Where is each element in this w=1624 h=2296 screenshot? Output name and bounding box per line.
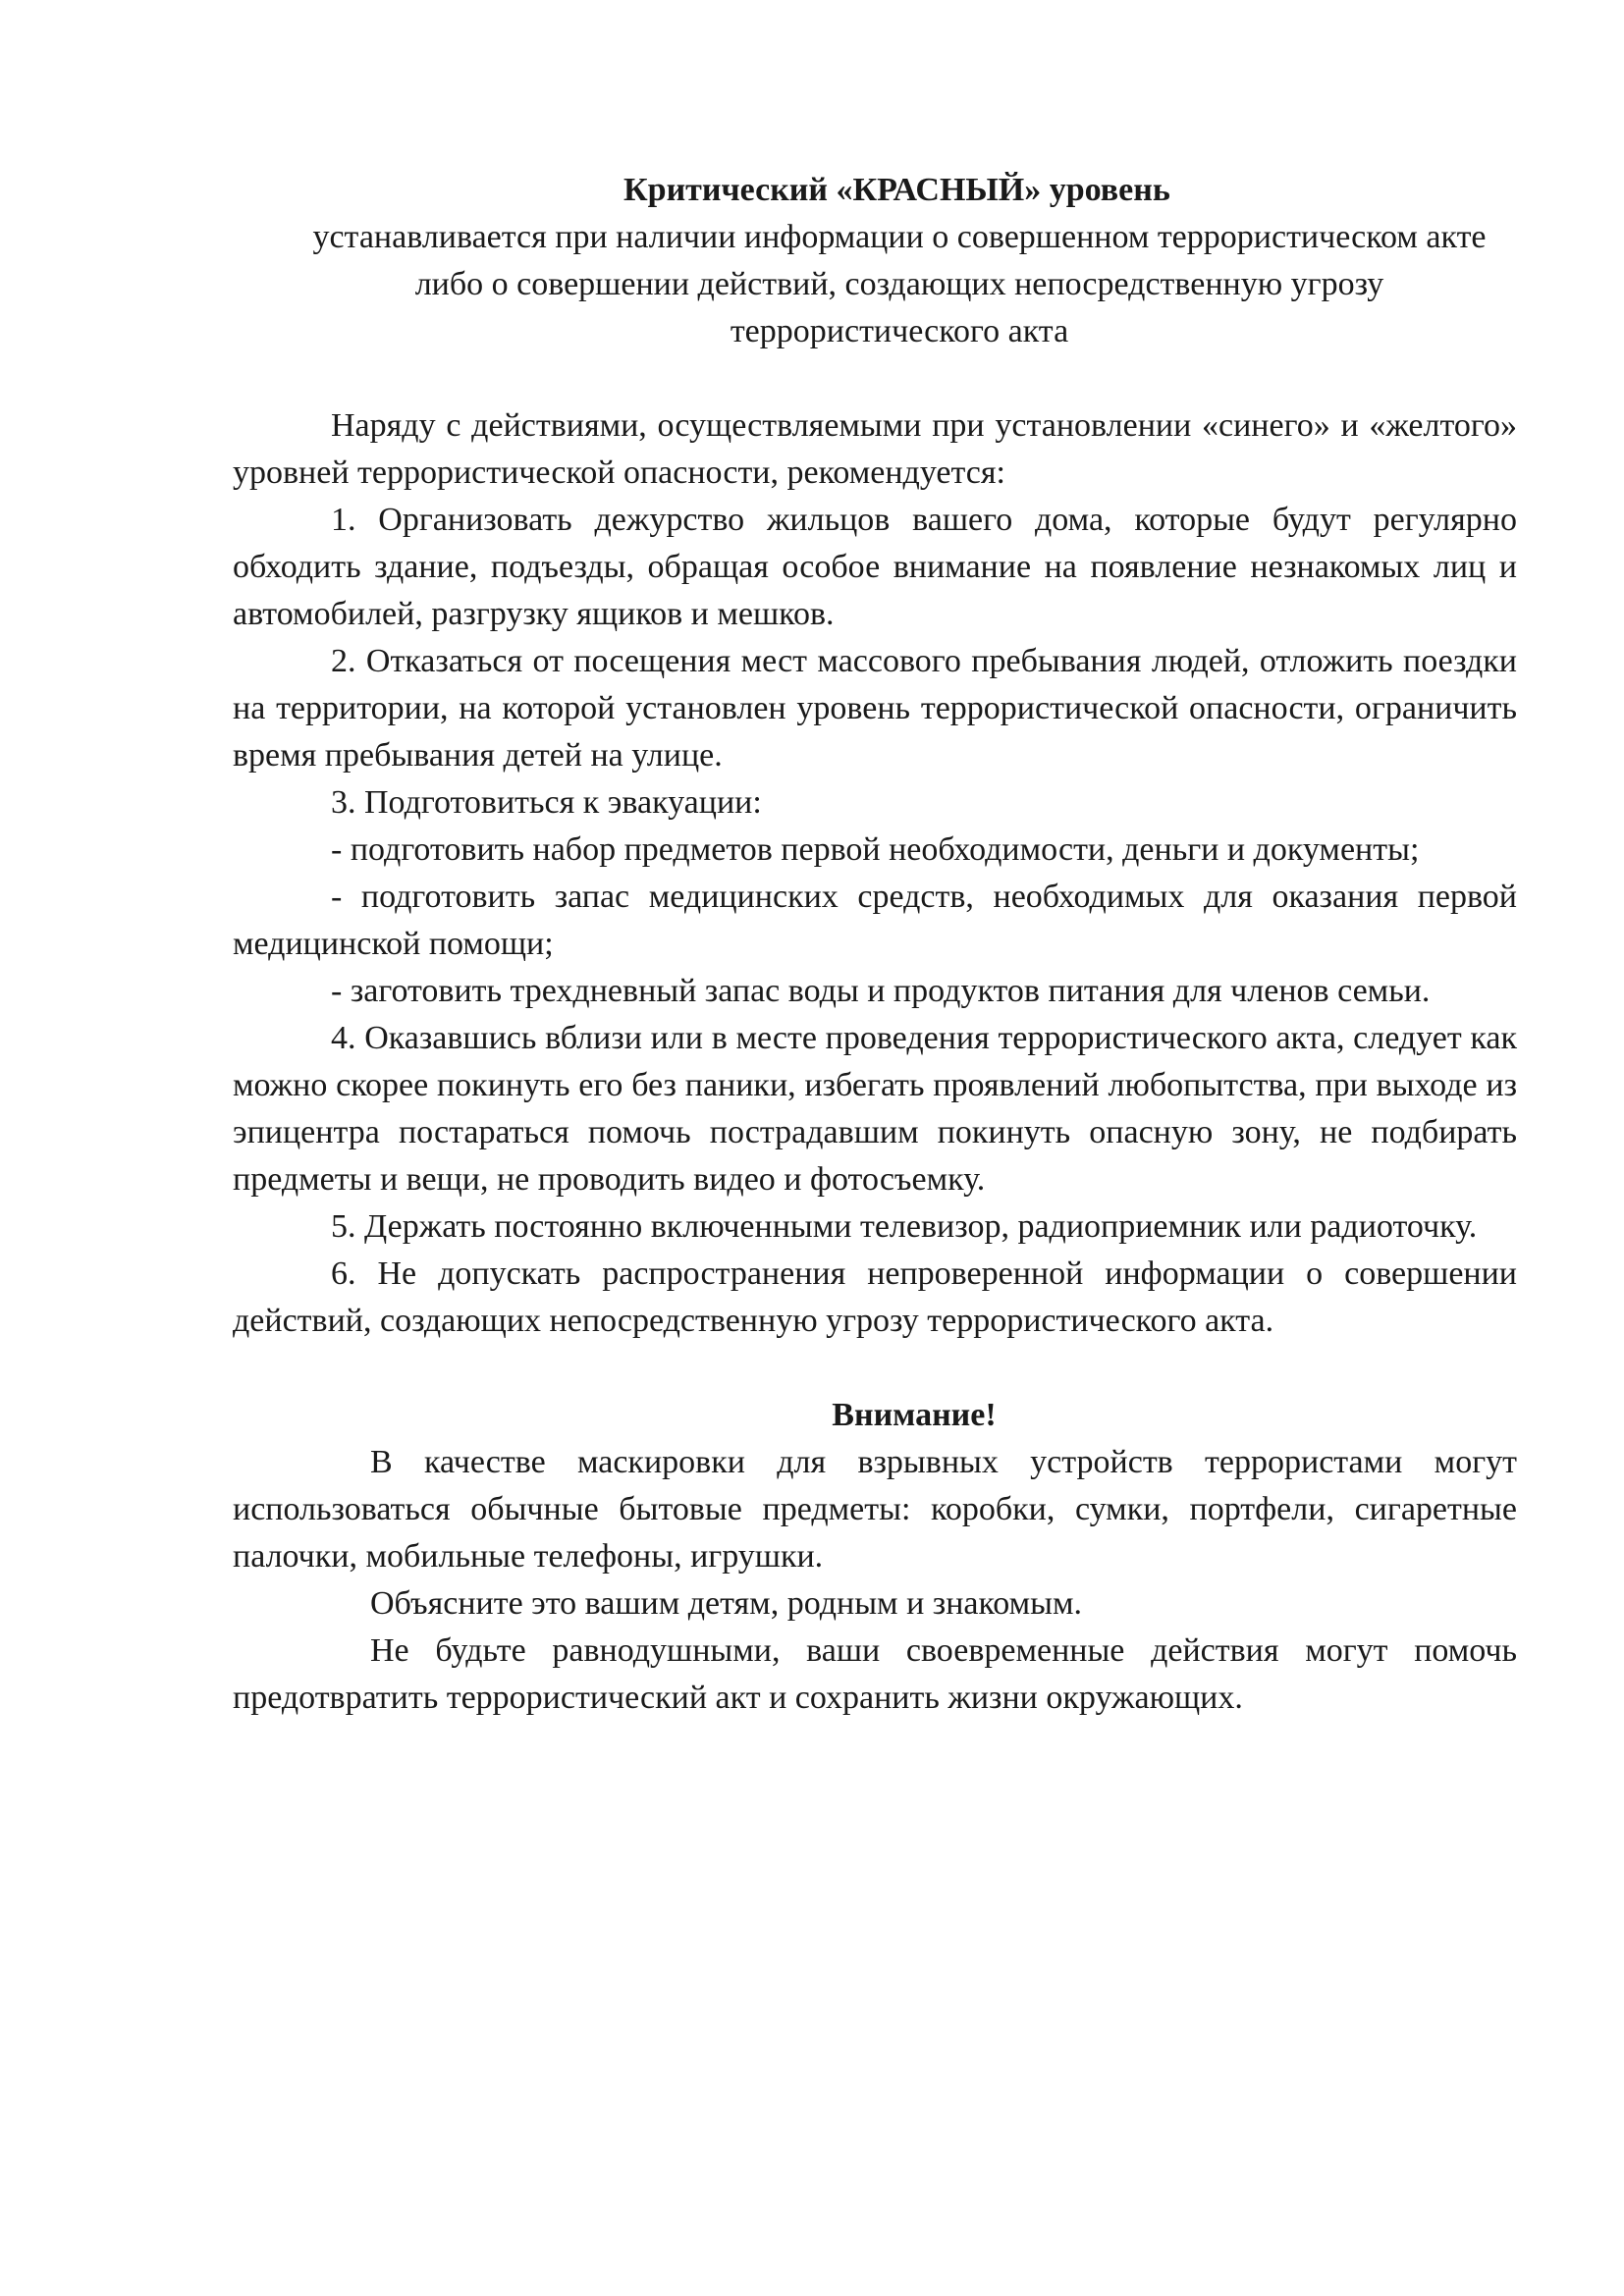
- attention-paragraph-1: В качестве маскировки для взрывных устройств террористами могут использоваться обычные бытовые предметы: коробки, сумки, портфели, сигаретные палочки, мобильные телефоны, игрушки.: [233, 1444, 1517, 1575]
- list-item-5: 5. Держать постоянно включенными телевизор, радиоприемник или радиоточку.: [331, 1208, 1478, 1245]
- list-subitem-water-food: - заготовить трехдневный запас воды и продуктов питания для членов семьи.: [331, 973, 1431, 1009]
- intro-paragraph: Наряду с действиями, осуществляемыми при установлении «синего» и «желтого» уровней террористической опасности, рекомендуется:: [233, 407, 1517, 491]
- list-item-2: 2. Отказаться от посещения мест массового пребывания людей, отложить поездки на территории, на которой установлен уровень террористической опасности, ограничить время пребывания детей на улице.: [233, 643, 1517, 774]
- document-body: [233, 167, 1517, 1722]
- page-subtitle: устанавливается при наличии информации о совершенном террористическом акте либо о совершении действий, создающих непосредственную угрозу террористического акта: [312, 219, 1487, 349]
- list-item-1: 1. Организовать дежурство жильцов вашего дома, которые будут регулярно обходить здание, подъезды, обращая особое внимание на появление незнакомых лиц и автомобилей, разгрузку ящиков и мешков.: [233, 502, 1517, 632]
- attention-heading: Внимание!: [832, 1397, 997, 1433]
- attention-paragraph-3: Не будьте равнодушными, ваши своевременные действия могут помочь предотвратить террористический акт и сохранить жизни окружающих.: [233, 1632, 1517, 1716]
- spacer: [233, 1345, 1517, 1392]
- list-subitem-essentials: - подготовить набор предметов первой необходимости, деньги и документы;: [331, 831, 1420, 868]
- spacer: [233, 355, 1517, 402]
- list-subitem-medical: - подготовить запас медицинских средств, необходимых для оказания первой медицинской помощи;: [233, 879, 1517, 962]
- attention-paragraph-2: Объясните это вашим детям, родным и знакомым.: [370, 1585, 1083, 1622]
- list-item-4: 4. Оказавшись вблизи или в месте проведения террористического акта, следует как можно скорее покинуть его без паники, избегать проявлений любопытства, при выходе из эпицентра постараться помочь пострадавшим покинуть опасную зону, не подбирать предметы и вещи, не проводить видео и фотосъемку.: [233, 1020, 1517, 1198]
- list-item-6: 6. Не допускать распространения непроверенной информации о совершении действий, создающих непосредственную угрозу террористического акта.: [233, 1255, 1517, 1339]
- list-item-3: 3. Подготовиться к эвакуации:: [331, 784, 762, 821]
- page-title: Критический «КРАСНЫЙ» уровень: [623, 172, 1170, 208]
